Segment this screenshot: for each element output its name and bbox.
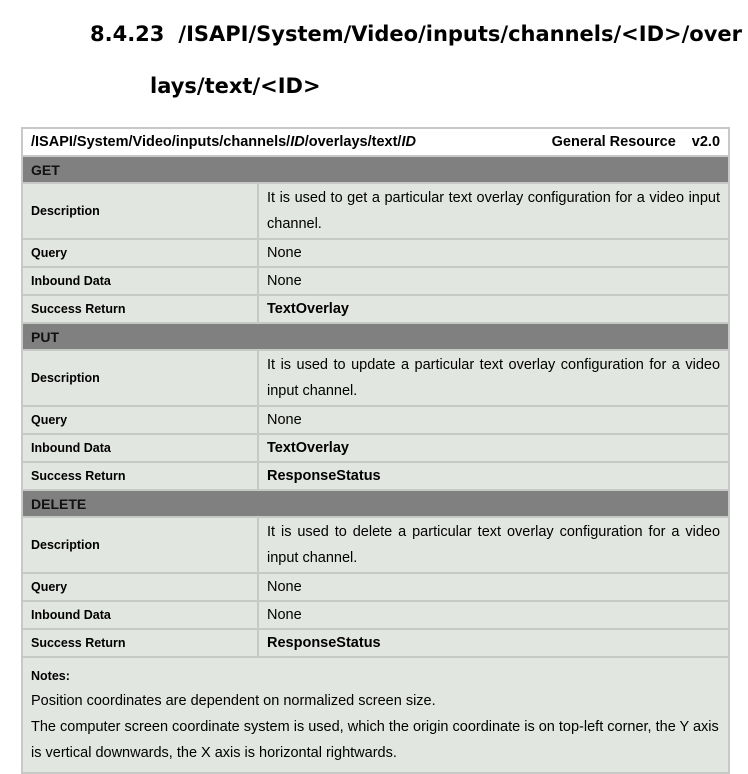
table-row	[22, 406, 729, 434]
section-title-line1: /ISAPI/System/Video/inputs/channels/<ID>/over	[178, 22, 742, 46]
table-row	[22, 350, 729, 406]
notes-row	[22, 657, 729, 773]
notes-line: The computer screen coordinate system is used, which the origin coordinate is on top-left corner, the Y axis is vertical downwards, the X axis is horizontal rightwards.	[31, 719, 719, 761]
notes-line: Position coordinates are dependent on normalized screen size.	[31, 693, 436, 709]
inbound-value: TextOverlay	[258, 434, 729, 462]
section-title-line2: lays/text/<ID>	[150, 74, 321, 98]
method-name: GET	[22, 156, 729, 183]
method-name: PUT	[22, 323, 729, 350]
table-row	[22, 462, 729, 490]
table-row	[22, 434, 729, 462]
method-row-get	[22, 156, 729, 183]
query-value: None	[258, 406, 729, 434]
row-label: Description	[22, 517, 258, 573]
table-row	[22, 517, 729, 573]
table-row	[22, 239, 729, 267]
table-row	[22, 267, 729, 295]
query-value: None	[258, 239, 729, 267]
success-value: ResponseStatus	[258, 629, 729, 657]
resource-uri: /ISAPI/System/Video/inputs/channels/ID/overlays/text/ID	[31, 134, 416, 150]
method-name: DELETE	[22, 490, 729, 517]
row-label: Query	[22, 573, 258, 601]
row-label: Description	[22, 350, 258, 406]
description-value: It is used to delete a particular text overlay configuration for a video input channel.	[258, 517, 729, 573]
success-value: ResponseStatus	[258, 462, 729, 490]
row-label: Inbound Data	[22, 434, 258, 462]
row-label: Query	[22, 239, 258, 267]
api-resource-table	[21, 127, 730, 774]
row-label: Description	[22, 183, 258, 239]
table-row	[22, 601, 729, 629]
table-row	[22, 183, 729, 239]
description-value: It is used to get a particular text overlay configuration for a video input channel.	[258, 183, 729, 239]
table-row	[22, 573, 729, 601]
row-label: Success Return	[22, 462, 258, 490]
table-header-row	[22, 128, 729, 156]
section-heading	[90, 8, 742, 112]
row-label: Inbound Data	[22, 267, 258, 295]
resource-meta	[552, 134, 720, 150]
row-label: Inbound Data	[22, 601, 258, 629]
notes-title: Notes:	[31, 669, 70, 683]
resource-version: v2.0	[691, 134, 721, 150]
row-label: Success Return	[22, 295, 258, 323]
method-row-delete	[22, 490, 729, 517]
inbound-value: None	[258, 267, 729, 295]
inbound-value: None	[258, 601, 729, 629]
query-value: None	[258, 573, 729, 601]
row-label: Success Return	[22, 629, 258, 657]
success-value: TextOverlay	[258, 295, 729, 323]
description-value: It is used to update a particular text overlay configuration for a video input channel.	[258, 350, 729, 406]
resource-type: General Resource	[551, 134, 676, 150]
table-row	[22, 295, 729, 323]
section-number: 8.4.23	[90, 22, 165, 46]
row-label: Query	[22, 406, 258, 434]
table-row	[22, 629, 729, 657]
method-row-put	[22, 323, 729, 350]
